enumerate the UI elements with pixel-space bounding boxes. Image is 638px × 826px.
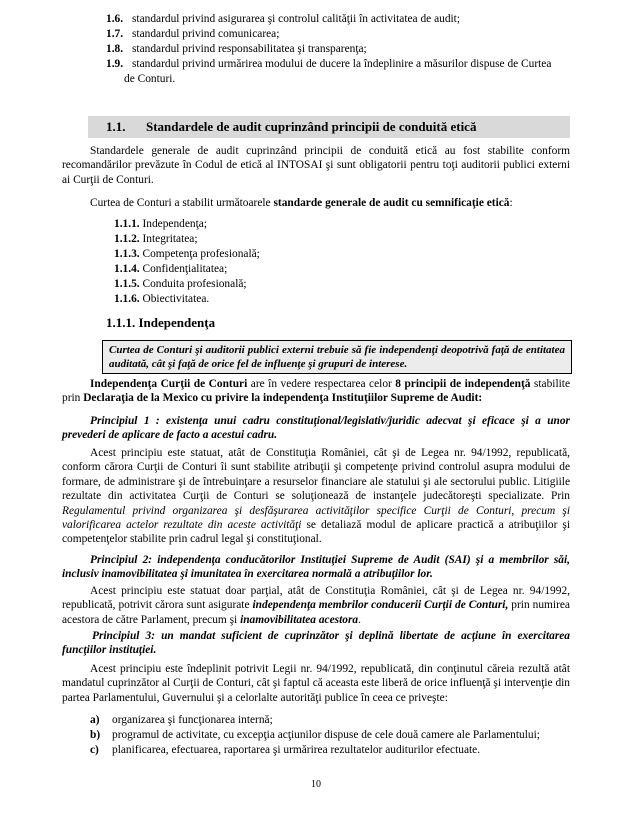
paragraph: Standardele generale de audit cuprinzând principii de conduită etică au fost stabilite conform recomandărilor prevăzute în Codul de etică al INTOSAI şi sunt obligatorii pentru toţi auditorii publici externi ai Curţii de Conturi. xyxy=(62,145,570,186)
list-item: 1.1.6. Obiectivitatea. xyxy=(114,293,210,305)
list-item: b) xyxy=(90,729,101,741)
list-item-text: planificarea, efectuarea, raportarea şi urmărirea rezultatelor auditurilor efectuate. xyxy=(112,744,481,756)
paragraph: Curtea de Conturi a stabilit următoarele standarde generale de audit cu semnificaţie etică: xyxy=(90,197,513,209)
paragraph: Acest principiu este statuat, atât de Constituţia României, cât şi de Legea nr. 94/1992, republicată, conform cărora Curţii de Conturi îi sunt stabilite atribuţii şi competenţe privind controlul asupra modului de formare, de administrare şi de întrebuinţare a resurselor financiare ale statului şi ale sectorului public. Litigiile rezultate din activitatea Curţii de Conturi se soluţionează de instanţele judecătoreşti specializate. Prin Regulamentul privind organizarea şi desfăşurarea activităţilor specifice Curţii de Conturi, precum şi valorificarea actelor rezultate din aceste activităţi se detaliază modul de aplicare practică a atribuţiilor şi competenţelor stabilite prin cadrul legal şi constituţional. xyxy=(62,447,571,546)
sub-heading: 1.1.1. Independenţa xyxy=(106,315,216,330)
list-item: 1.9. xyxy=(106,58,124,70)
list-item: 1.1.2. Integritatea; xyxy=(114,233,198,245)
highlight-text: Curtea de Conturi şi auditorii publici externi trebuie să fie independenţi deopotrivă faţă de entitatea auditată, cât şi faţă de orice fel de influenţe şi grupuri de interese. xyxy=(109,344,565,371)
principle-heading: Principiul 1 : existenţa unui cadru constituţional/legislativ/juridic adecvat şi eficace şi a unor prevederi de aplicare de facto a acestui cadru. xyxy=(62,415,570,442)
page-number: 10 xyxy=(311,779,321,790)
highlight-box xyxy=(102,340,572,374)
list-item: c) xyxy=(90,744,99,756)
list-item-text: standardul privind urmărirea modului de ducere la îndeplinire a măsurilor dispuse de Curtea xyxy=(132,58,552,70)
list-item-text: organizarea şi funcţionarea internă; xyxy=(112,714,273,726)
list-item: 1.1.5. Conduita profesională; xyxy=(114,278,247,290)
section-title: Standardele de audit cuprinzând principii de conduită etică xyxy=(146,119,477,134)
list-item-text: standardul privind responsabilitatea şi transparenţa; xyxy=(132,43,367,55)
list-item-text: programul de activitate, cu excepţia acţiunilor dispuse de cele două camere ale Parlamentului; xyxy=(112,729,540,741)
paragraph: Acest principiu este statuat doar parţial, atât de Constituţia României, cât şi de Legea nr. 94/1992, republicată, potrivit cărora sunt asigurate independenţa membrilor conducerii Curţii de Conturi, prin numirea acestora de către Parlament, precum şi inamovibilitatea acestora. xyxy=(62,585,570,626)
list-item: 1.7. xyxy=(106,28,124,40)
section-number: 1.1. xyxy=(106,119,126,134)
principle-heading: Principiul 2: independenţa conducătorilor Instituţiei Supreme de Audit (SAI) şi a membrilor săi, inclusiv inamovibilitatea şi imunitatea în exercitarea normală a atribuţiilor lor. xyxy=(62,554,570,581)
list-item-text: standardul privind asigurarea şi controlul calităţii în activitatea de audit; xyxy=(132,13,461,25)
paragraph: Acest principiu este îndeplinit potrivit Legii nr. 94/1992, republicată, din conţinutul căreia rezultă atât mandatul cuprinzător al Curţii de Conturi, cât şi faptul că aceasta este liberă de orice influenţă şi intervenţie din partea Parlamentului, Guvernului şi a celorlalte autorităţi publice în ceea ce priveşte: xyxy=(62,663,570,704)
list-item-text: standardul privind comunicarea; xyxy=(132,28,280,40)
list-item: 1.1.1. Independenţa; xyxy=(114,218,208,230)
principle-heading: Principiul 3: un mandat suficient de cuprinzător şi deplină libertate de acţiune în exercitarea funcţiilor instituţiei. xyxy=(62,630,570,657)
list-item: 1.6. xyxy=(106,13,124,25)
list-item: 1.8. xyxy=(106,43,124,55)
list-item-continuation: de Conturi. xyxy=(124,73,176,85)
paragraph: Independenţa Curţii de Conturi are în vedere respectarea celor 8 principii de independenţă stabilite prin Declaraţia de la Mexico cu privire la independenţa Instituţiilor Supreme de Audit: xyxy=(62,378,570,405)
list-item: 1.1.4. Confidenţialitatea; xyxy=(114,263,228,275)
list-item: 1.1.3. Competenţa profesională; xyxy=(114,248,260,260)
list-item: a) xyxy=(90,714,100,726)
